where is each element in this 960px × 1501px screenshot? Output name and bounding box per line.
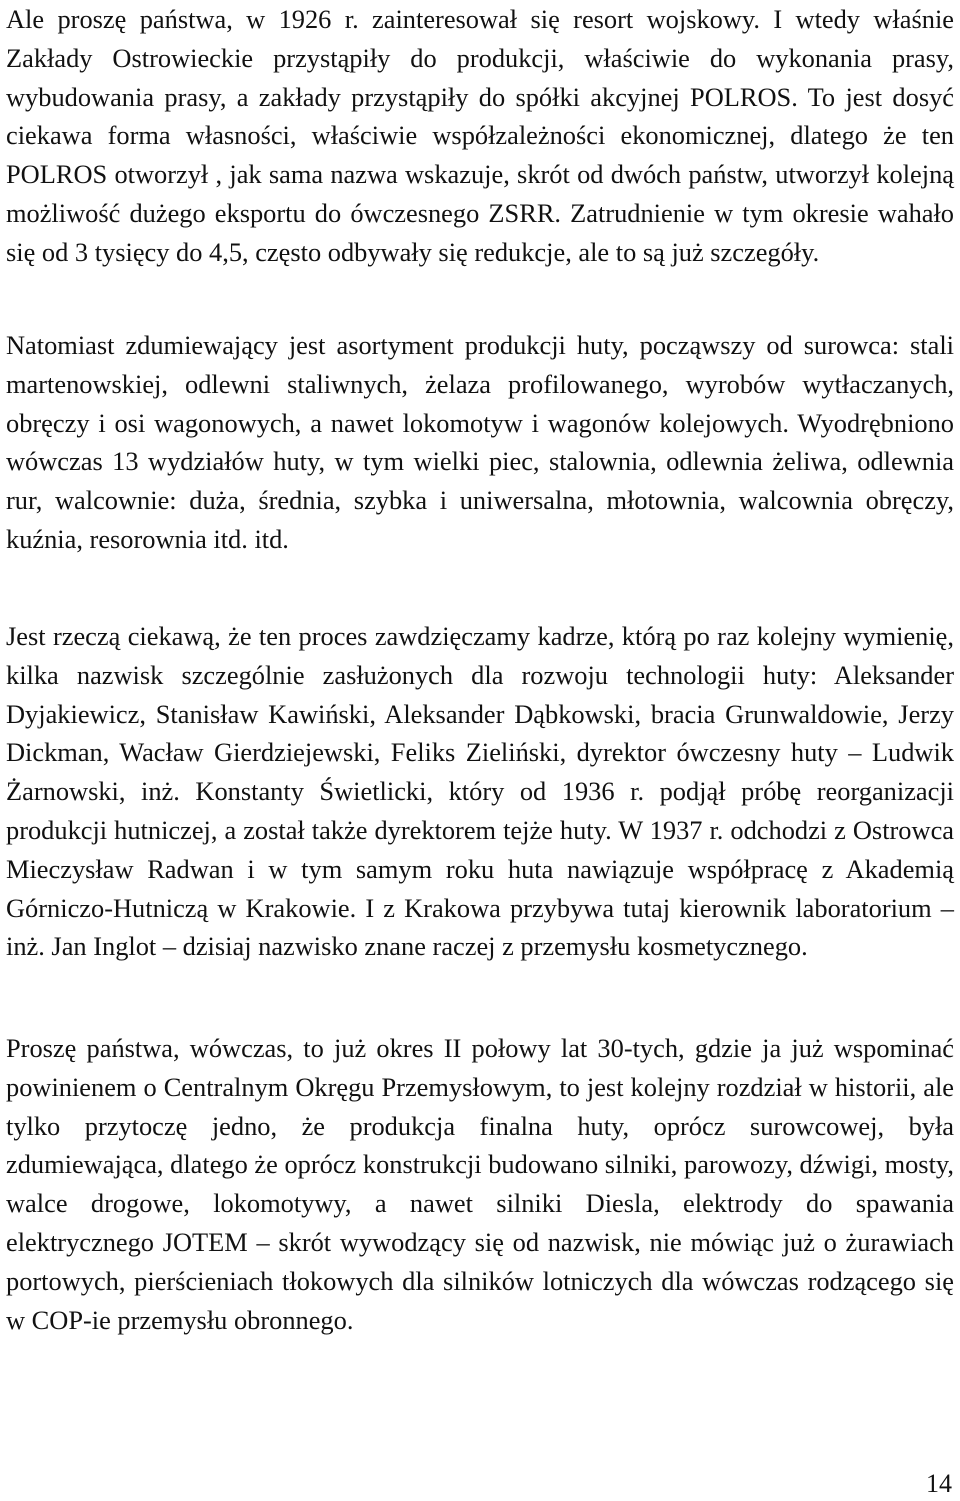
paragraph-2: Natomiast zdumiewający jest asortyment produkcji huty, począwszy od surowca: stali martenowskiej, odlewni staliwnych, żelaza profilowanego, wyrobów wytłaczanych, obręczy i osi wagonowych, a nawet lokomotyw i wagonów kolejowych. Wyodrębniono wówczas 13 wydziałów huty, w tym wielki piec, stalownia, odlewnia żeliwa, odlewnia rur, walcownie: duża, średnia, szybka i uniwersalna, młotownia, walcownia obręczy, kuźnia, resorownia itd. itd. (6, 330, 954, 554)
paragraph-1: Ale proszę państwa, w 1926 r. zainteresował się resort wojskowy. I wtedy właśnie Zakłady Ostrowieckie przystąpiły do produkcji, właściwie do wykonania prasy, wybudowania prasy, a zakłady przystąpiły do spółki akcyjnej POLROS. To jest dosyć ciekawa forma własności, właściwie współzależności ekonomicznej, dlatego że ten POLROS otworzył , jak sama nazwa wskazuje, skrót od dwóch państw, utworzył kolejną możliwość dużego eksportu do ówczesnego ZSRR. Zatrudnienie w tym okresie wahało się od 3 tysięcy do 4,5, często odbywały się redukcje, ale to są już szczegóły. (6, 4, 954, 267)
page-number: 14 (926, 1469, 952, 1498)
paragraph-4: Proszę państwa, wówczas, to już okres II połowy lat 30-tych, gdzie ja już wspominać powinienem o Centralnym Okręgu Przemysłowym, to jest kolejny rozdział w historii, ale tylko przytoczę jedno, że produkcja finalna huty, oprócz surowcowej, była zdumiewająca, dlatego że oprócz konstrukcji budowano silniki, parowozy, dźwigi, mosty, walce drogowe, lokomotywy, a nawet silniki Diesla, elektrody do spawania elektrycznego JOTEM – skrót wywodzący się od nazwisk, nie mówiąc już o żurawiach portowych, pierścieniach tłokowych dla silników lotniczych dla wówczas rodzącego się w COP-ie przemysłu obronnego. (6, 1033, 954, 1335)
paragraph-3: Jest rzeczą ciekawą, że ten proces zawdzięczamy kadrze, którą po raz kolejny wymienię, kilka nazwisk szczególnie zasłużonych dla rozwoju technologii huty: Aleksander Dyjakiewicz, Stanisław Kawiński, Aleksander Dąbkowski, bracia Grunwaldowie, Jerzy Dickman, Wacław Gierdziejewski, Feliks Zieliński, dyrektor ówczesny huty – Ludwik Żarnowski, inż. Konstanty Świetlicki, który od 1936 r. podjął próbę reorganizacji produkcji hutniczej, a został także dyrektorem tejże huty. W 1937 r. odchodzi z Ostrowca Mieczysław Radwan i w tym samym roku huta nawiązuje współpracę z Akademią Górniczo-Hutniczą w Krakowie. I z Krakowa przybywa tutaj kierownik laboratorium – inż. Jan Inglot – dzisiaj nazwisko znane raczej z przemysłu kosmetycznego. (6, 621, 954, 962)
